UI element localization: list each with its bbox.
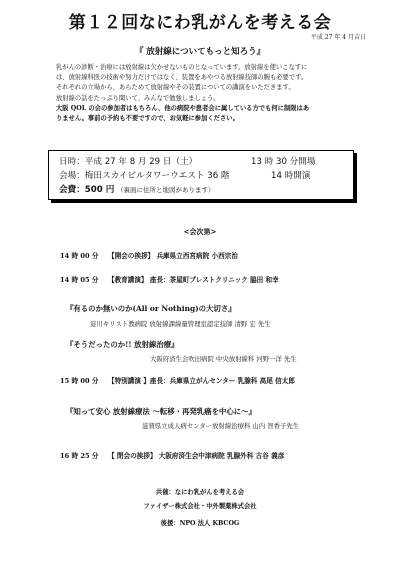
lecture-title: 『有るのか無いのか(All or Nothing)の大切さ』	[66, 304, 236, 313]
start-time: 14 時開演	[271, 171, 311, 181]
program-item	[60, 250, 238, 260]
program-heading: <会次第>	[183, 227, 217, 236]
event-venue: 会場：梅田スカイビルタワーウエスト 36 階	[59, 171, 230, 181]
fee-note: （裏面に住所と地図があります）	[117, 186, 215, 194]
event-fee	[59, 183, 215, 195]
open-time: 13 時 30 分開場	[251, 157, 316, 167]
lecture-speaker: 淀川キリスト教病院 放射線課線量管理室認定技師 清野 宏 先生	[90, 320, 271, 328]
lecture-title: 『そうだったのか!! 放射線治療』	[66, 340, 179, 349]
intro-line: 放射線の話をたっぷり聞いて、みんなで勉強しましょう。	[56, 94, 220, 102]
program-item	[60, 450, 284, 460]
program-item	[60, 274, 279, 284]
program-text: 【 閉会の挨拶】 大阪府済生会中津病院 乳腺外科 古谷 義彦	[108, 452, 285, 460]
program-time: 14 時 00 分	[60, 252, 99, 260]
lecture-title: 『知って安心 放射線療法 ～転移・再発乳癌を中心に～』	[66, 407, 256, 416]
intro-line: りません。事前の予約も不要ですので、お気軽に参加ください。	[56, 115, 239, 123]
program-text: 【開会の挨拶】 兵庫県立西宮病院 小西宗治	[108, 252, 238, 260]
program-item	[60, 375, 295, 385]
footer-host: 共催：なにわ乳がんを考える会	[155, 489, 245, 496]
issue-date: 平成 27 年 4 月吉日	[310, 34, 366, 41]
page-title: 第１２回なにわ乳がんを考える会	[68, 13, 332, 33]
intro-line: 大阪 QOL の会の参加者はもちろん、他の病院や患者会に属している方でも何に制限はあ	[56, 104, 310, 112]
event-date: 日時：平成 27 年 8 月 29 日（土）	[59, 157, 198, 167]
intro-line: は、放射線科医の技術や努力だけではなく、装置をあやつる放射線技師の腕も必要です。	[56, 74, 308, 82]
fee-label: 会費：500 円	[59, 185, 115, 195]
intro-line: 乳がんの診断・治療には放射線は欠かせないものとなっています。放射線を使いこなすに	[56, 64, 308, 71]
subtitle: 『 放射線についてもっと知ろう』	[134, 47, 266, 57]
program-time: 16 時 25 分	[60, 452, 99, 460]
footer-support: 後援：NPO 法人 KBCOG	[160, 520, 240, 527]
event-info-box	[48, 150, 354, 200]
program-time: 15 時 00 分	[60, 377, 99, 385]
program-text: 【特別講演 】座長：兵庫県立がんセンター 乳腺科 高尾 信太郎	[108, 377, 295, 385]
intro-line: それぞれの立場から、あらためて放射線やその装置についての講演をいただきます。	[56, 84, 295, 92]
footer-cohost: ファイザー株式会社・中外製薬株式会社	[143, 503, 257, 510]
program-text: 【教育講演】 座長：茶屋町ブレストクリニック 脇田 和幸	[108, 276, 279, 284]
program-time: 14 時 05 分	[60, 276, 99, 284]
lecture-speaker: 滋賀県立成人病センター放射線治療科 山内 智香子先生	[142, 422, 300, 430]
intro-text	[56, 63, 356, 124]
lecture-speaker: 大阪府済生会吹田病院 中央放射線科 河野一洋 先生	[150, 355, 297, 363]
